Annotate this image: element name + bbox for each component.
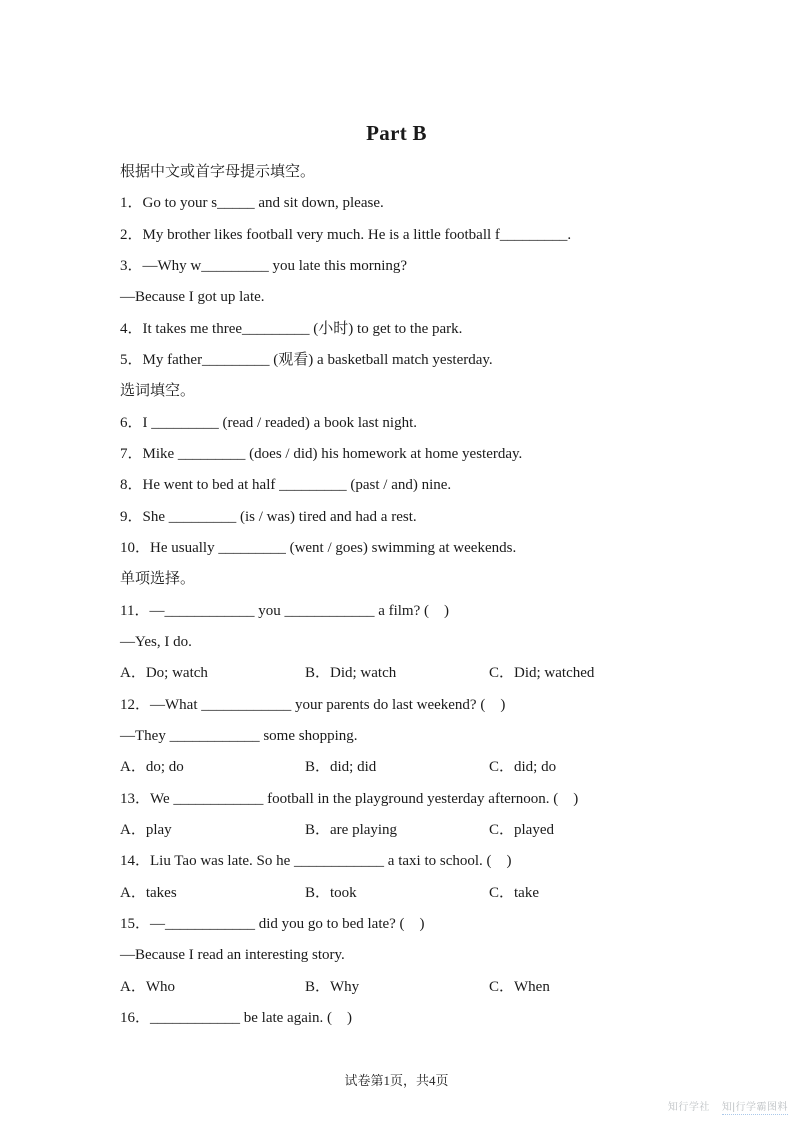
option-item: B．are playing: [305, 821, 398, 838]
option-row: [120, 815, 720, 846]
option-item: A．Do; watch: [120, 665, 208, 682]
option-item: C．When: [489, 978, 550, 995]
option-item: B．took: [305, 884, 357, 901]
question-line: 2．My brother likes football very much. He is a little football f_________.: [120, 226, 572, 243]
section-header: 单项选择。: [120, 571, 196, 588]
option-row: [120, 752, 720, 783]
option-row: [120, 972, 720, 1003]
option-item: C．take: [489, 884, 539, 901]
option-row: [120, 658, 720, 689]
response-line: —Because I read an interesting story.: [120, 947, 345, 964]
response-line: —Yes, I do.: [120, 633, 192, 650]
option-item: A．play: [120, 821, 172, 838]
section-header: 选词填空。: [120, 383, 196, 400]
question-line: 14．Liu Tao was late. So he ____________ a taxi to school. ( ): [120, 853, 512, 870]
page-title: Part B: [366, 121, 427, 145]
section-header: 根据中文或首字母提示填空。: [120, 164, 316, 180]
option-item: B．Why: [305, 978, 360, 995]
option-item: A．Who: [120, 978, 175, 995]
watermark: [668, 1098, 788, 1115]
question-line: 11．—____________ you ____________ a film? ( ): [120, 602, 449, 619]
option-item: C．played: [489, 821, 554, 838]
question-line: 5．My father_________ (观看) a basketball match yesterday.: [120, 351, 493, 368]
response-line: —They ____________ some shopping.: [120, 727, 358, 744]
question-line: 10．He usually _________ (went / goes) swimming at weekends.: [120, 539, 517, 556]
option-item: B．did; did: [305, 759, 377, 776]
page-footer: 试卷第1页，共4页: [344, 1073, 449, 1088]
question-line: 7．Mike _________ (does / did) his homework at home yesterday.: [120, 445, 523, 462]
option-item: C．did; do: [489, 759, 557, 776]
option-item: A．do; do: [120, 759, 184, 776]
question-line: 16．____________ be late again. ( ): [120, 1009, 353, 1026]
question-line: 13．We ____________ football in the playground yesterday afternoon. ( ): [120, 790, 579, 807]
watermark-badge-left: 知行学社: [667, 1102, 710, 1113]
question-line: 1．Go to your s_____ and sit down, please.: [120, 195, 384, 212]
option-item: A．takes: [120, 884, 177, 901]
option-row: [120, 878, 720, 909]
question-line: 12．—What ____________ your parents do last weekend? ( ): [120, 696, 506, 713]
option-item: C．Did; watched: [489, 665, 595, 682]
question-line: 8．He went to bed at half _________ (past / and) nine.: [120, 477, 452, 494]
question-line: 15．—____________ did you go to bed late? ( ): [120, 915, 425, 932]
question-line: 4．It takes me three_________ (小时) to get to the park.: [120, 320, 463, 337]
watermark-badge-right: 知|行学霸图料: [722, 1098, 788, 1115]
question-list: [120, 157, 720, 1034]
question-line: 6．I _________ (read / readed) a book last night.: [120, 414, 418, 431]
response-line: —Because I got up late.: [120, 289, 265, 306]
question-line: 3．—Why w_________ you late this morning?: [120, 257, 408, 274]
question-line: 9．She _________ (is / was) tired and had a rest.: [120, 508, 417, 525]
option-item: B．Did; watch: [305, 665, 397, 682]
